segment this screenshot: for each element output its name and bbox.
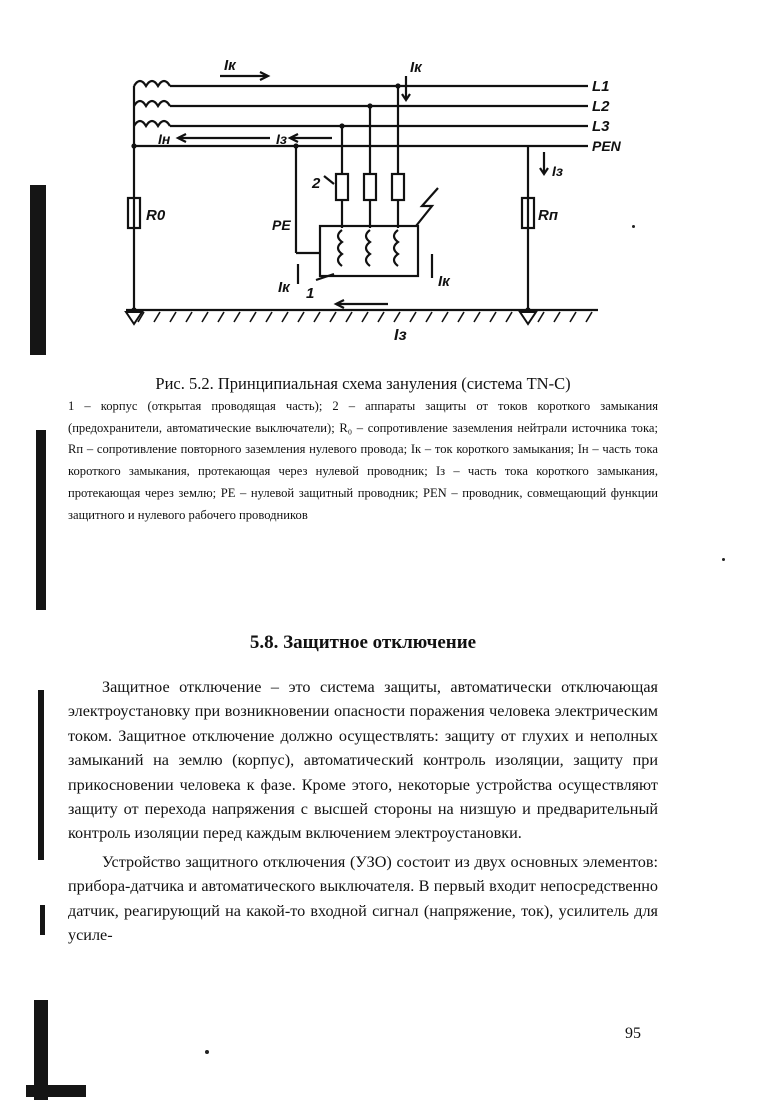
ground-symbol-right bbox=[520, 312, 536, 324]
page-number: 95 bbox=[625, 1025, 641, 1042]
label-ik-top-left: Iк bbox=[224, 57, 236, 74]
leader-2 bbox=[324, 176, 334, 184]
label-l2: L2 bbox=[592, 98, 610, 115]
label-1: 1 bbox=[306, 285, 315, 302]
label-ik-left: Iк bbox=[278, 279, 290, 296]
label-pe: PE bbox=[272, 217, 291, 233]
fuse-1 bbox=[336, 174, 348, 200]
scan-speck bbox=[205, 1050, 209, 1054]
node bbox=[395, 83, 400, 88]
tn-c-diagram bbox=[120, 48, 640, 368]
label-ik-top-right: Iк bbox=[410, 59, 422, 76]
label-l3: L3 bbox=[592, 118, 610, 135]
winding-l2 bbox=[134, 101, 170, 106]
load-coil-2 bbox=[366, 230, 370, 266]
paragraph-2: Устройство защитного отключения (УЗО) состоит из двух основных элементов: прибора-датчика и автоматического выключателя. В первый входит непосредственно датчик, реагирующий на какой-то входной сигнал (напряжение, ток), усилитель для усиле- bbox=[68, 852, 658, 945]
scan-edge-mark bbox=[30, 185, 46, 355]
winding-l1 bbox=[134, 81, 170, 86]
load-coil-1 bbox=[338, 230, 342, 266]
node bbox=[131, 143, 136, 148]
body-text bbox=[68, 675, 658, 951]
equipment-housing bbox=[320, 226, 418, 276]
section-heading: 5.8. Защитное отключение bbox=[249, 632, 477, 653]
load-coil-3 bbox=[394, 230, 398, 266]
node bbox=[339, 123, 344, 128]
label-r0: R0 bbox=[146, 207, 166, 224]
node bbox=[367, 103, 372, 108]
label-l1: L1 bbox=[592, 78, 610, 95]
fuse-2 bbox=[364, 174, 376, 200]
label-rn: Rп bbox=[538, 207, 558, 224]
scan-edge-mark bbox=[36, 430, 46, 610]
scan-edge-mark bbox=[40, 905, 45, 935]
fault-bolt bbox=[416, 188, 438, 226]
figure-caption bbox=[68, 374, 658, 526]
fuse-3 bbox=[392, 174, 404, 200]
label-iz-bottom: Iз bbox=[394, 327, 407, 344]
label-ik-right: Iк bbox=[438, 273, 450, 290]
scan-edge-mark bbox=[26, 1085, 86, 1097]
scan-speck bbox=[722, 558, 725, 561]
label-iz-right: Iз bbox=[552, 163, 564, 179]
paragraph-1: Защитное отключение – это система защиты, автоматически отключающая электроустановку при возникновении опасности поражения человека электрическим током. Защитное отключение должно осуществлять: защиту от глухих и неполных замыканий на землю (корпус), автоматический контроль изоляции, защиту при прикосновении человека к фазе. Кроме этого, некоторые устройства осуществляют защиту от перехода напряжения с высшей стороны на низшую и предварительный контроль изоляции перед каждым включением электроустановки. bbox=[68, 678, 658, 843]
tn-c-diagram-svg bbox=[120, 48, 640, 368]
scan-edge-mark bbox=[38, 690, 44, 860]
node bbox=[293, 143, 298, 148]
label-iz-mid: Iз bbox=[276, 131, 288, 147]
winding-l3 bbox=[134, 121, 170, 126]
label-in: Iн bbox=[158, 131, 171, 147]
caption-body: 1 – корпус (открытая проводящая часть); 2 – аппараты защиты от токов короткого замыкания (предохранители, автоматические выключатели); R₀ – сопротивление заземления нейтрали источника тока; Rп – сопротивление повторного заземления нулевого провода; Iк – ток короткого замыкания; Iн – часть тока короткого замыкания, протекающая через нулевой проводник; Iз – часть тока короткого замыкания, протекающая через землю; PE – нулевой защитный проводник; PEN – проводник, совмещающий функции защитного и нулевого рабочего проводников bbox=[68, 399, 658, 522]
caption-title: Рис. 5.2. Принципиальная схема зануления (система TN-C) bbox=[155, 374, 571, 393]
label-pen: PEN bbox=[592, 138, 621, 154]
label-2: 2 bbox=[312, 175, 321, 192]
